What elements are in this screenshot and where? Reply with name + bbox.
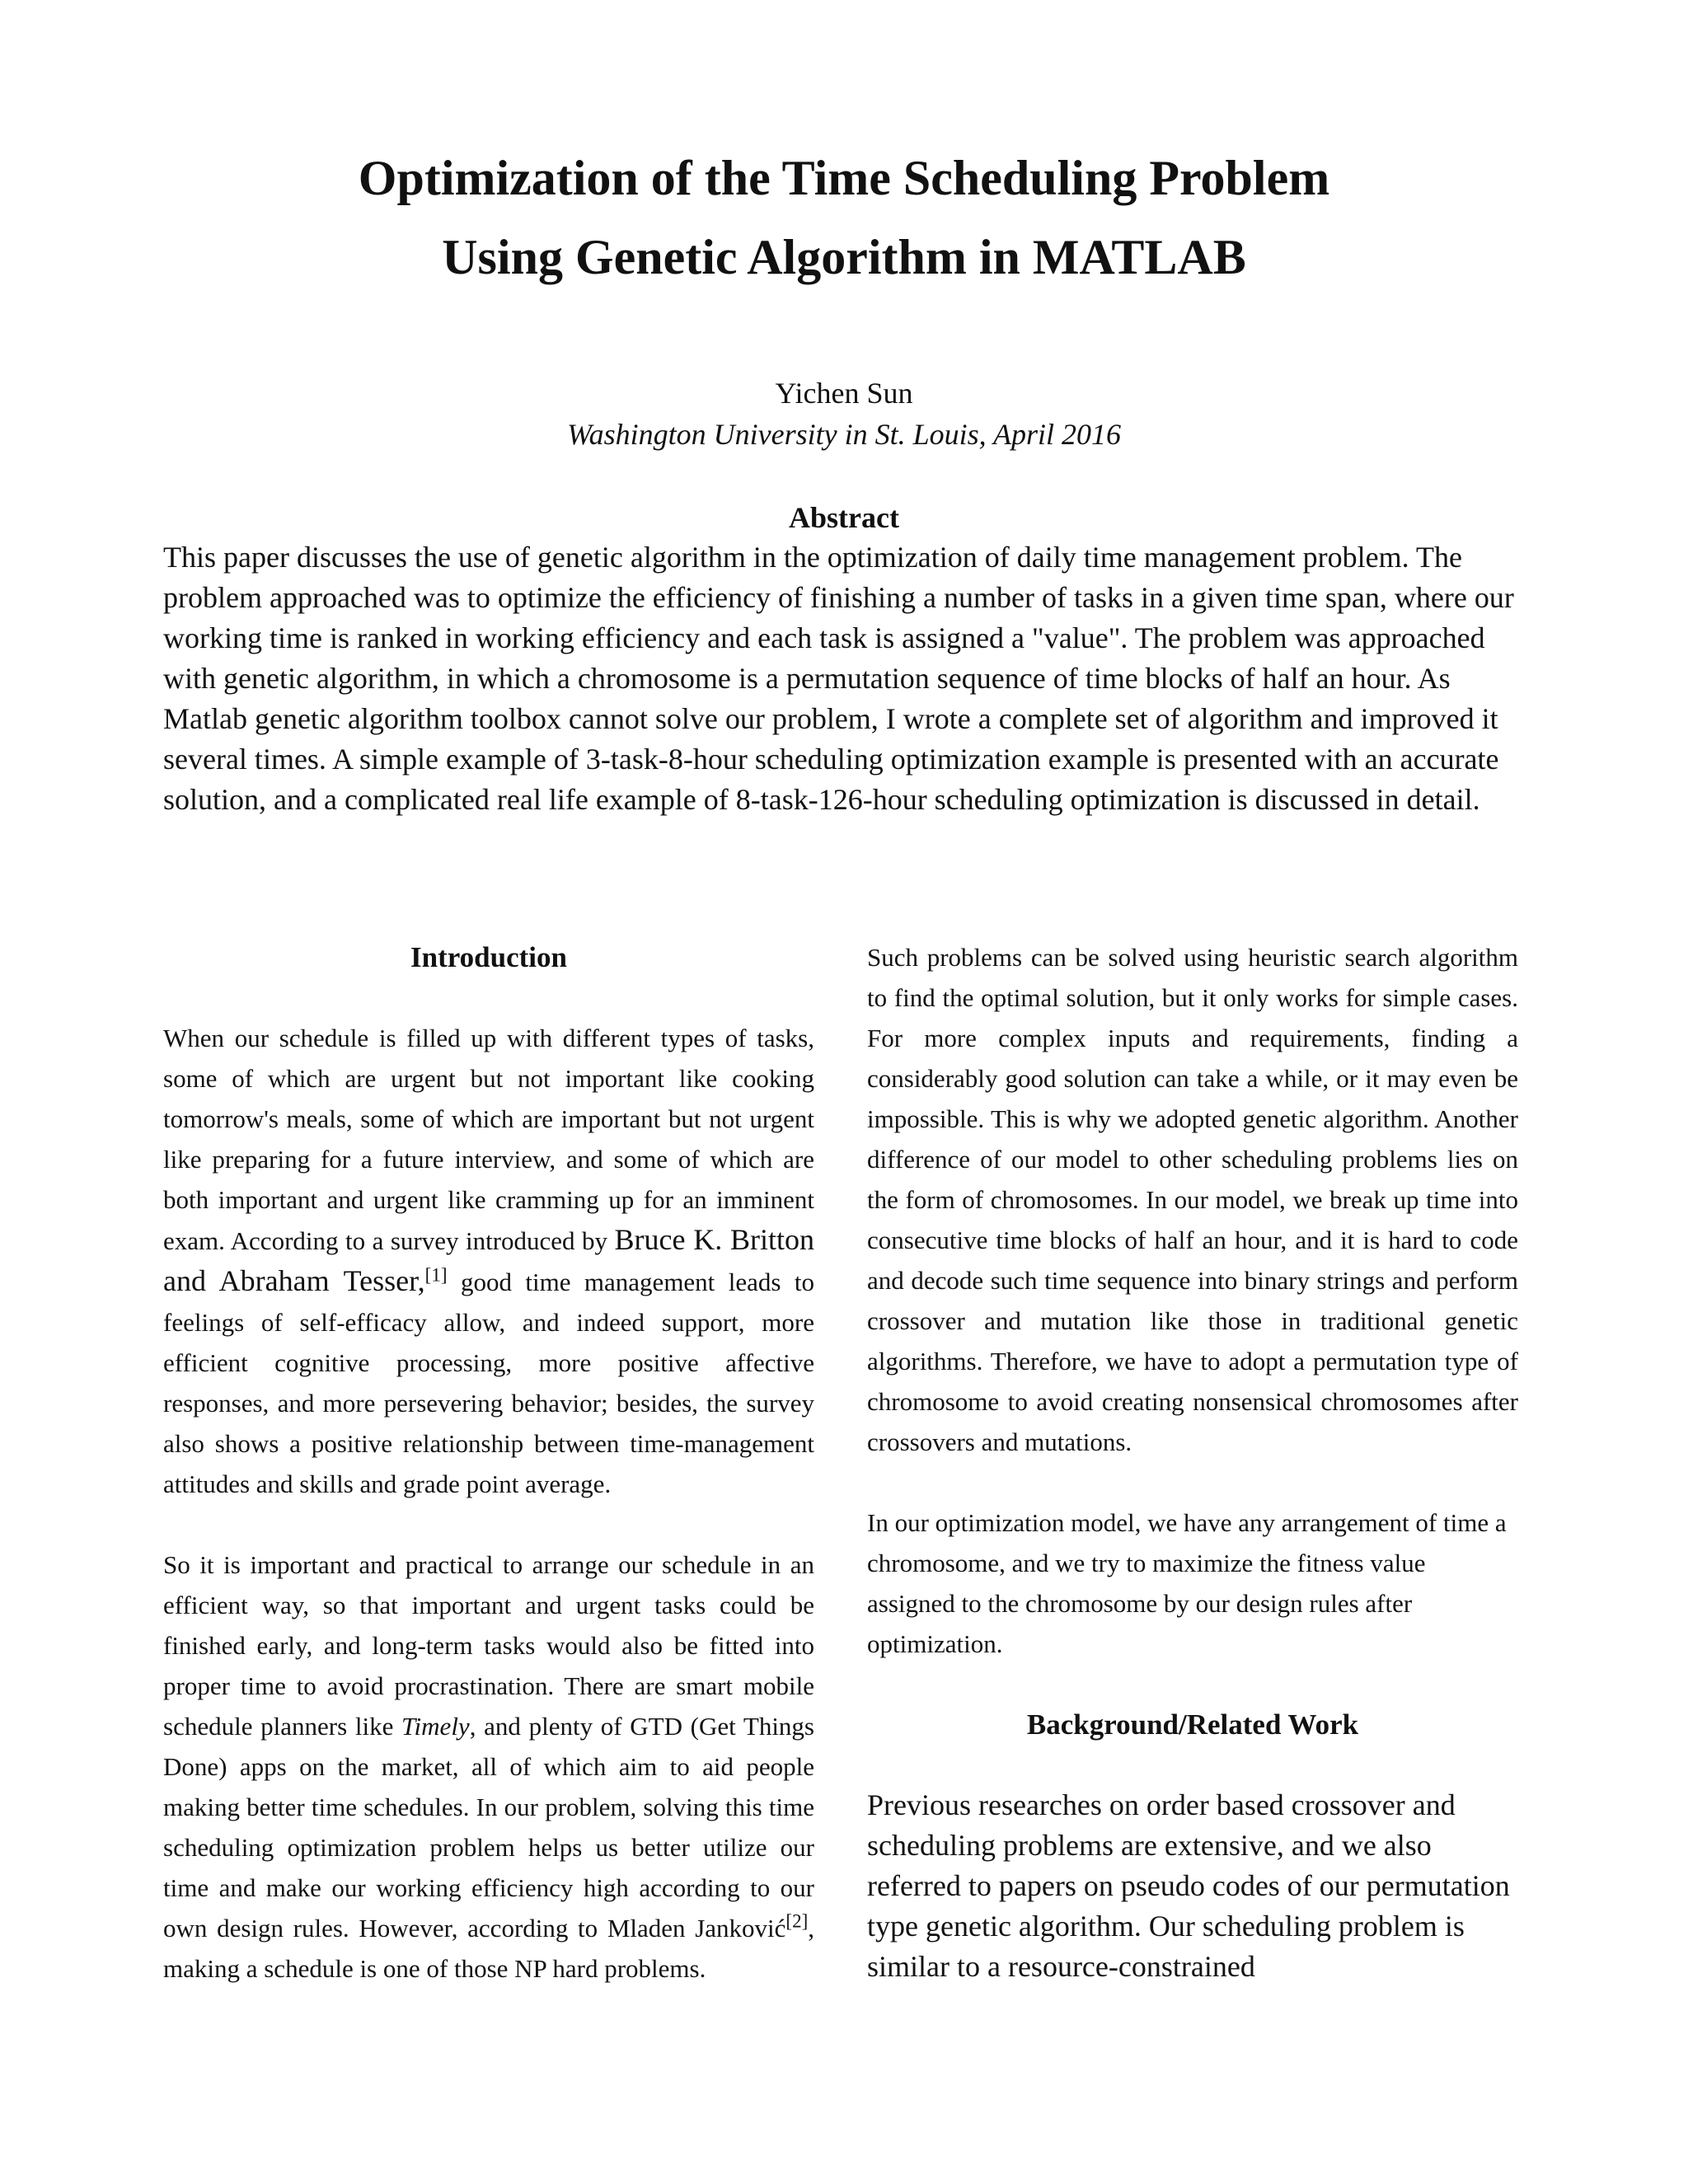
intro-p2-text-b: , and plenty of GTD (Get Things Done) apps on the market, all of which aim to aid people making better time schedules. In our problem, solving this time scheduling optimization problem helps us better utilize our time and make our working efficiency high according to our own design rules. However, according to Mladen Janković xyxy=(163,1712,814,1943)
introduction-paragraph-2 xyxy=(163,1544,814,1989)
author-affiliation: Washington University in St. Louis, April 2016 xyxy=(566,418,1122,451)
left-column xyxy=(163,937,814,1989)
intro-p1-text-a: When our schedule is filled up with different types of tasks, some of which are urgent but not important like cooking tomorrow's meals, some of which are important but not urgent like preparing for a future interview, and some of which are both important and urgent like cramming up for an imminent exam. According to a survey introduced by xyxy=(163,1024,814,1255)
background-paragraph-1: Previous researches on order based crossover and scheduling problems are extensive, and we also referred to papers on pseudo codes of our permutation type genetic algorithm. Our scheduling problem is similar to a resource-constrained xyxy=(867,1788,1510,1983)
right-column xyxy=(867,937,1518,1987)
spacer xyxy=(867,1664,1518,1704)
introduction-paragraph-1 xyxy=(163,1018,814,1504)
citation-1: [1] xyxy=(424,1264,448,1286)
introduction-heading: Introduction xyxy=(410,941,567,973)
intro-p1-text-b: good time management leads to feelings of self-efficacy allow, and indeed support, more efficient cognitive processing, more positive affective responses, and more persevering behavior; besides, the survey also shows a positive relationship between time-management attitudes and skills and grade point average. xyxy=(163,1268,814,1498)
abstract-heading: Abstract xyxy=(789,501,899,534)
intro-p2-text-c: , making a schedule is one of those NP hard problems. xyxy=(163,1914,814,1983)
spacer xyxy=(867,1745,1518,1785)
intro-p2-app-name: Timely xyxy=(401,1712,470,1741)
spacer xyxy=(163,1504,814,1544)
intro-p2-text-a: So it is important and practical to arrange our schedule in an efficient way, so that important and urgent tasks could be finished early, and long-term tasks would also be fitted into proper time to avoid procrastination. There are smart mobile schedule planners like xyxy=(163,1550,814,1741)
title-line-1: Optimization of the Time Scheduling Problem xyxy=(358,151,1330,205)
author-name: Yichen Sun xyxy=(775,377,913,410)
paper-title xyxy=(0,138,1688,297)
abstract-text: This paper discusses the use of genetic algorithm in the optimization of daily time management problem. The problem approached was to optimize the efficiency of finishing a number of tasks in a given time span, where our working time is ranked in working efficiency and each task is assigned a "value". The problem was approached with genetic algorithm, in which a chromosome is a permutation sequence of time blocks of half an hour. As Matlab genetic algorithm toolbox cannot solve our problem, I wrote a complete set of algorithm and improved it several times. A simple example of 3-task-8-hour scheduling optimization example is presented with an accurate solution, and a complicated real life example of 8-task-126-hour scheduling optimization is discussed in detail. xyxy=(163,541,1514,816)
spacer xyxy=(867,1462,1518,1502)
title-line-2: Using Genetic Algorithm in MATLAB xyxy=(442,230,1246,284)
citation-2: [2] xyxy=(785,1910,809,1932)
intro-p1-author-names: Bruce K. Britton and Abraham Tesser, xyxy=(163,1223,814,1297)
spacer xyxy=(163,977,814,1018)
introduction-paragraph-3: Such problems can be solved using heuristic search algorithm to find the optimal solution, but it only works for simple cases. For more complex inputs and requirements, finding a considerably good solution can take a while, or it may even be impossible. This is why we adopted genetic algorithm. Another difference of our model to other scheduling problems lies on the form of chromosomes. In our model, we break up time into consecutive time blocks of half an hour, and it is hard to code and decode such time sequence into binary strings and perform crossover and mutation like those in traditional genetic algorithms. Therefore, we have to adopt a permutation type of chromosome to avoid creating nonsensical chromosomes after crossovers and mutations. xyxy=(867,943,1518,1456)
background-heading: Background/Related Work xyxy=(1026,1708,1359,1741)
introduction-paragraph-4: In our optimization model, we have any arrangement of time a chromosome, and we try to maximize the fitness value assigned to the chromosome by our design rules after optimization. xyxy=(867,1508,1507,1658)
